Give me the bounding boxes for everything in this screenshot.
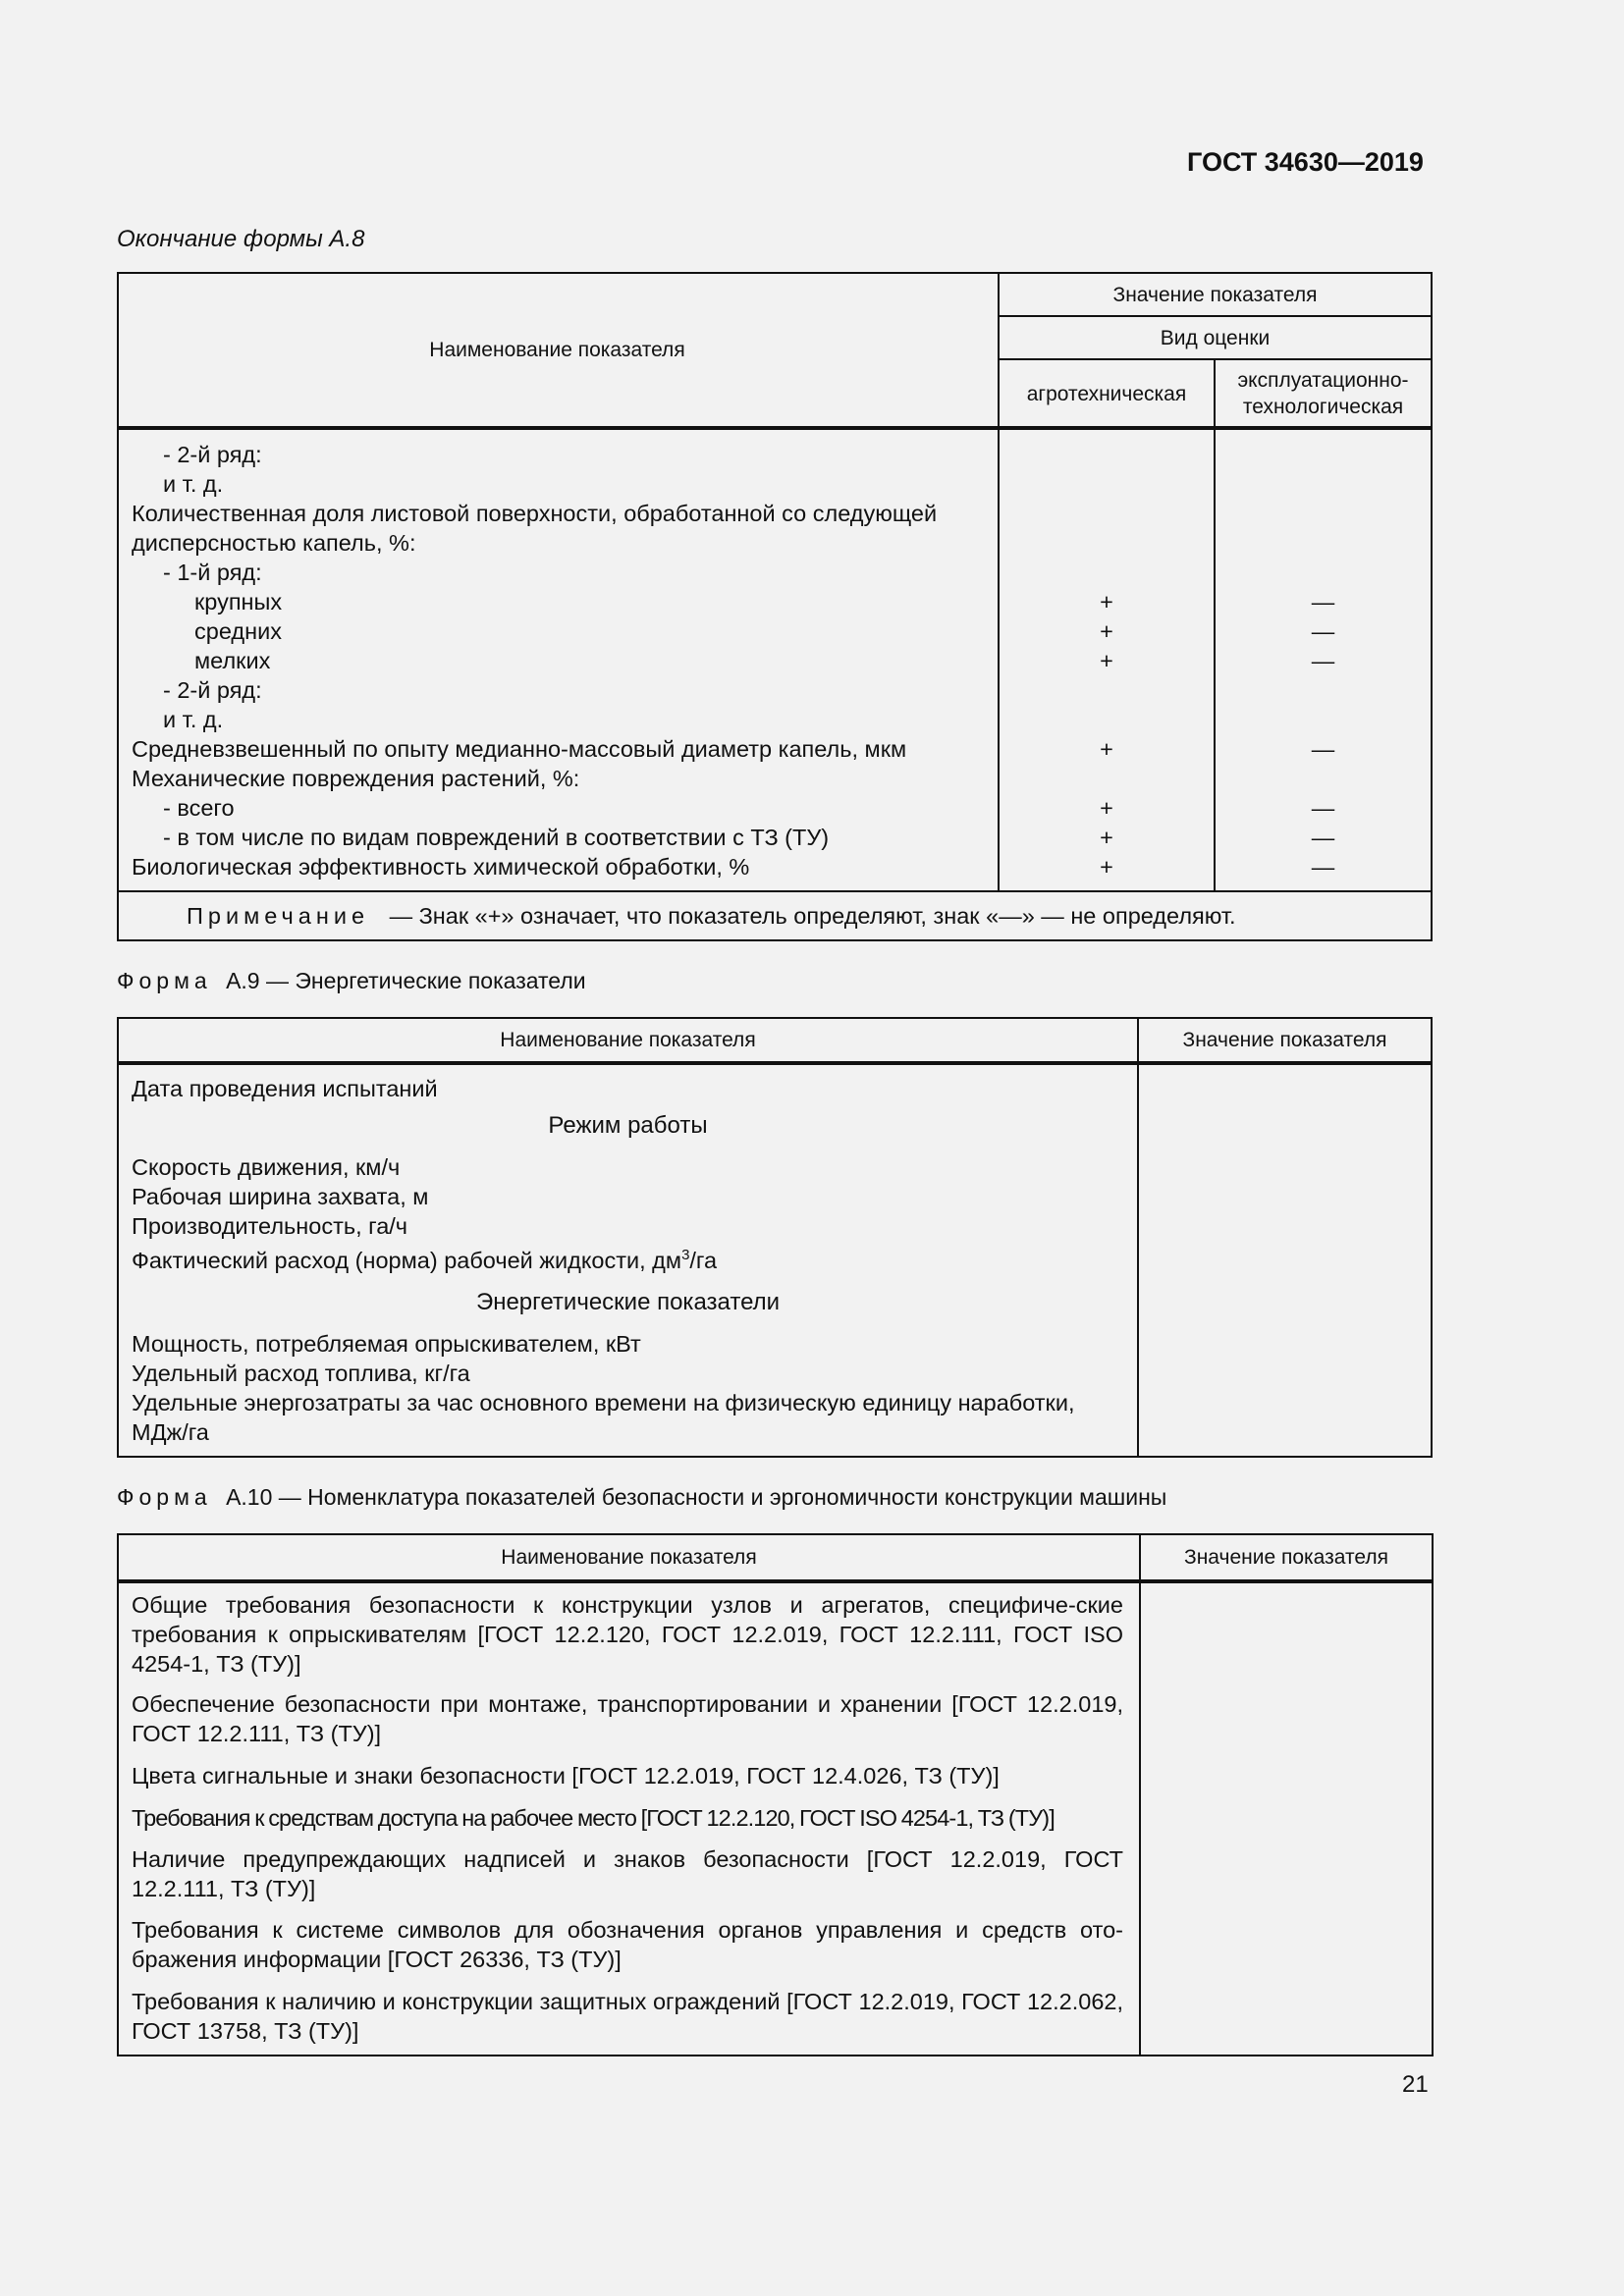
a8-row-label: Средневзвешенный по опыту медианно-массовый диаметр капель, мкм xyxy=(132,736,907,762)
a10-row: Требования к системе символов для обозначения органов управления и средств ото-бражения информации [ГОСТ 26336, ТЗ (ТУ)] xyxy=(132,1917,1123,1972)
a8-row-label: мелких xyxy=(194,648,271,673)
note-label: Примечание xyxy=(187,903,370,929)
form-a9-title xyxy=(117,968,586,994)
a8-operational-mark: — xyxy=(1311,825,1335,850)
a8-row-label: и т. д. xyxy=(163,471,224,497)
a9-mode-row: Скорость движения, км/ч xyxy=(132,1154,401,1180)
a10-row: Требования к средствам доступа на рабочее место [ГОСТ 12.2.120, ГОСТ ISO 4254-1, ТЗ (ТУ)] xyxy=(132,1805,1055,1831)
a8-row-label: Механические повреждения растений, %: xyxy=(132,766,580,791)
header-evaluation-type: Вид оценки xyxy=(1160,327,1271,349)
form-a9-label: Форма xyxy=(117,968,212,993)
a9-energy-heading: Энергетические показатели xyxy=(475,1289,781,1315)
form-a9-title-text: А.9 — Энергетические показатели xyxy=(226,968,586,993)
a9-mode-row: Производительность, га/ч xyxy=(132,1213,408,1239)
a8-row-label: - всего xyxy=(163,795,235,821)
header-indicator-name: Наименование показателя xyxy=(429,339,685,361)
page-number: 21 xyxy=(1402,2071,1429,2098)
header-indicator-value: Значение показателя xyxy=(1112,284,1318,306)
a8-operational-mark: — xyxy=(1311,589,1335,614)
a8-operational-mark: — xyxy=(1311,618,1335,644)
a8-row-label: - в том числе по видам повреждений в соответствии с ТЗ (ТУ) xyxy=(163,825,830,850)
form-a10-label: Форма xyxy=(117,1484,212,1510)
a8-row-label: Биологическая эффективность химической обработки, % xyxy=(132,854,750,880)
form-a10-title xyxy=(117,1484,1166,1511)
a8-agro-mark: + xyxy=(1100,854,1113,880)
a10-row: Требования к наличию и конструкции защитных ограждений [ГОСТ 12.2.019, ГОСТ 12.2.062, ГОСТ 13758, ТЗ (ТУ)] xyxy=(132,1989,1123,2044)
a10-header-value: Значение показателя xyxy=(1184,1546,1388,1569)
a9-header-value: Значение показателя xyxy=(1182,1029,1387,1051)
a8-row-label: дисперсностью капель, %: xyxy=(132,530,416,556)
a9-mode-heading: Режим работы xyxy=(548,1112,708,1139)
a8-row-label: - 2-й ряд: xyxy=(163,677,262,703)
a9-energy-row-cont: МДж/га xyxy=(132,1419,209,1445)
note-text: — Знак «+» означает, что показатель определяют, знак «—» — не определяют. xyxy=(389,903,1236,929)
form-a8-note xyxy=(187,901,1236,931)
form-a10-title-text: А.10 — Номенклатура показателей безопасности и эргономичности конструкции машины xyxy=(226,1484,1167,1510)
a8-operational-mark: — xyxy=(1311,736,1335,762)
header-agrotechnical: агротехническая xyxy=(1026,383,1187,405)
a8-operational-mark: — xyxy=(1311,854,1335,880)
a8-operational-mark: — xyxy=(1311,648,1335,673)
a8-row-label: средних xyxy=(194,618,282,644)
a8-agro-mark: + xyxy=(1100,618,1113,644)
a10-header-name: Наименование показателя xyxy=(501,1546,757,1569)
a9-header-name: Наименование показателя xyxy=(500,1029,756,1051)
header-operational-line2: технологическая xyxy=(1242,396,1404,418)
a8-agro-mark: + xyxy=(1100,648,1113,673)
a8-row-label: Количественная доля листовой поверхности, обработанной со следующей xyxy=(132,501,938,526)
a10-row: Наличие предупреждающих надписей и знаков безопасности [ГОСТ 12.2.019, ГОСТ 12.2.111, ТЗ (ТУ)] xyxy=(132,1846,1123,1901)
a9-mode-row: Рабочая ширина захвата, м xyxy=(132,1184,429,1209)
header-operational-line1: эксплуатационно- xyxy=(1237,369,1409,392)
a8-row-label: - 2-й ряд: xyxy=(163,442,262,467)
continuation-caption: Окончание формы А.8 xyxy=(117,226,365,252)
a8-agro-mark: + xyxy=(1100,736,1113,762)
a10-row: Цвета сигнальные и знаки безопасности [ГОСТ 12.2.019, ГОСТ 12.4.026, ТЗ (ТУ)] xyxy=(132,1763,1000,1789)
a9-consumption-row: Фактический расход (норма) рабочей жидкости, $дм^3/га$ xyxy=(132,1247,718,1273)
a9-energy-row: Удельные энергозатраты за час основного времени на физическую единицу наработки, xyxy=(132,1390,1075,1415)
a8-operational-mark: — xyxy=(1311,795,1335,821)
a9-energy-row: Мощность, потребляемая опрыскивателем, кВт xyxy=(132,1331,641,1357)
a8-agro-mark: + xyxy=(1100,795,1113,821)
a10-row: Общие требования безопасности к конструкции узлов и агрегатов, специфиче-ские требования к опрыскивателям [ГОСТ 12.2.120, ГОСТ 12.2.019, ГОСТ 12.2.111, ГОСТ ISO 4254-1, ТЗ (ТУ)] xyxy=(132,1592,1123,1677)
a8-agro-mark: + xyxy=(1100,589,1113,614)
document-number: ГОСТ 34630—2019 xyxy=(1187,147,1424,177)
a8-row-label: - 1-й ряд: xyxy=(163,560,262,585)
a10-row: Обеспечение безопасности при монтаже, транспортировании и хранении [ГОСТ 12.2.019, ГОСТ 12.2.111, ТЗ (ТУ)] xyxy=(132,1691,1123,1746)
a8-agro-mark: + xyxy=(1100,825,1113,850)
a8-row-label: крупных xyxy=(194,589,283,614)
a8-row-label: и т. д. xyxy=(163,707,224,732)
superscript-3: 3 xyxy=(681,1247,690,1263)
a9-test-date: Дата проведения испытаний xyxy=(132,1076,438,1101)
a9-energy-row: Удельный расход топлива, кг/га xyxy=(132,1361,470,1386)
